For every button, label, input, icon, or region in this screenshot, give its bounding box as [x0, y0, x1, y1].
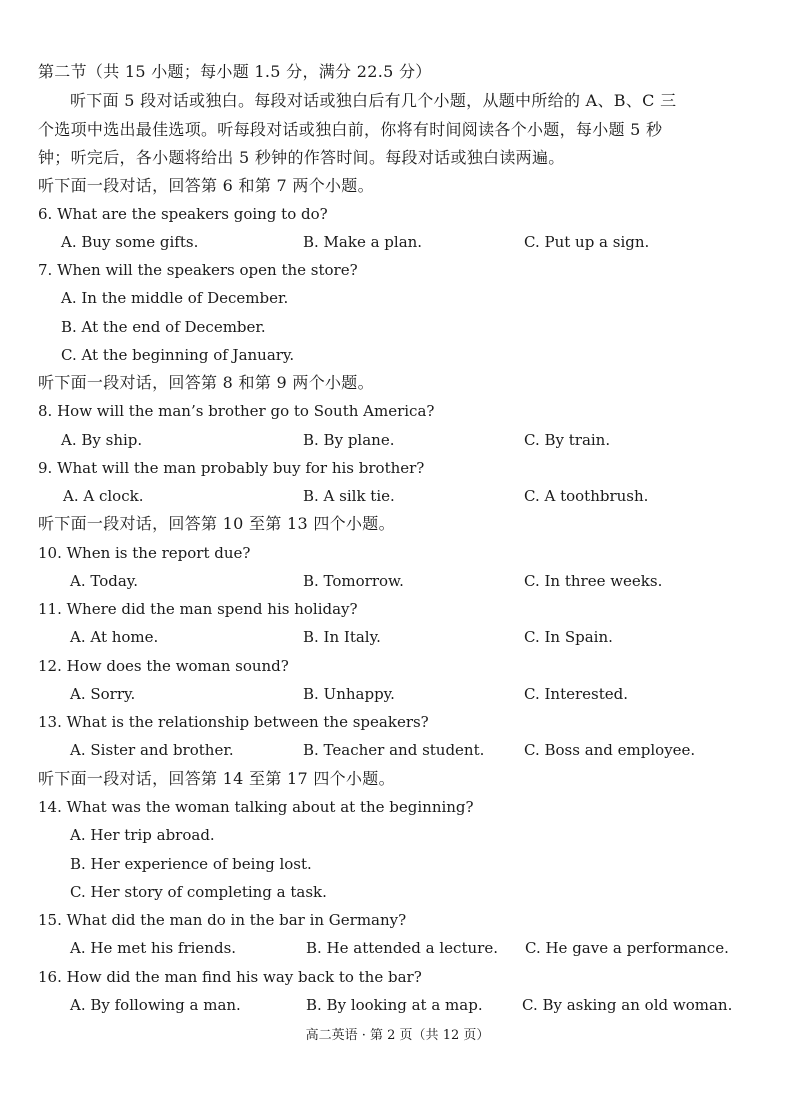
option-10b: B. Tomorrow.	[303, 572, 404, 590]
options-row-8	[0, 430, 795, 450]
group-intro-2: 听下面一段对话，回答第 8 和第 9 两个小题。	[38, 373, 374, 392]
question-14: 14. What was the woman talking about at the beginning?	[38, 798, 474, 816]
option-13c: C. Boss and employee.	[524, 741, 696, 759]
option-10a: A. Today.	[70, 572, 139, 590]
options-row-10	[0, 571, 795, 591]
option-14a: A. Her trip abroad.	[70, 826, 215, 844]
group-intro-4: 听下面一段对话，回答第 14 至第 17 四个小题。	[38, 769, 395, 788]
group-intro-1: 听下面一段对话，回答第 6 和第 7 两个小题。	[38, 176, 374, 195]
option-6a: A. Buy some gifts.	[61, 233, 199, 251]
section-heading: 第二节（共 15 小题；每小题 1.5 分，满分 22.5 分）	[38, 62, 432, 81]
option-9c: C. A toothbrush.	[524, 487, 649, 505]
option-11a: A. At home.	[70, 628, 159, 646]
option-12b: B. Unhappy.	[303, 685, 395, 703]
option-13a: A. Sister and brother.	[70, 741, 234, 759]
option-11b: B. In Italy.	[303, 628, 381, 646]
option-7a: A. In the middle of December.	[61, 289, 289, 307]
option-15a: A. He met his friends.	[70, 939, 237, 957]
question-10: 10. When is the report due?	[38, 544, 251, 562]
option-8a: A. By ship.	[61, 431, 143, 449]
option-9a: A. A clock.	[63, 487, 144, 505]
instruction-line-2: 个选项中选出最佳选项。听每段对话或独白前，你将有时间阅读各个小题，每小题 5 秒	[38, 120, 663, 139]
option-9b: B. A silk tie.	[303, 487, 395, 505]
option-7c: C. At the beginning of January.	[61, 346, 295, 364]
option-13b: B. Teacher and student.	[303, 741, 485, 759]
options-row-6	[0, 232, 795, 252]
options-row-9	[0, 486, 795, 506]
option-10c: C. In three weeks.	[524, 572, 663, 590]
question-15: 15. What did the man do in the bar in Germany?	[38, 911, 407, 929]
question-7: 7. When will the speakers open the store?	[38, 261, 358, 279]
option-6c: C. Put up a sign.	[524, 233, 650, 251]
options-row-16	[0, 995, 795, 1015]
option-12a: A. Sorry.	[70, 685, 136, 703]
option-8b: B. By plane.	[303, 431, 395, 449]
question-9: 9. What will the man probably buy for his brother?	[38, 459, 425, 477]
instruction-line-3: 钟；听完后，各小题将给出 5 秒钟的作答时间。每段对话或独白读两遍。	[38, 148, 565, 167]
option-16c: C. By asking an old woman.	[522, 996, 733, 1014]
option-12c: C. Interested.	[524, 685, 628, 703]
instruction-line-1: 听下面 5 段对话或独白。每段对话或独白后有几个小题，从题中所给的 A、B、C 三	[70, 91, 677, 110]
option-11c: C. In Spain.	[524, 628, 613, 646]
options-row-15	[0, 938, 795, 958]
option-14c: C. Her story of completing a task.	[70, 883, 327, 901]
option-7b: B. At the end of December.	[61, 318, 266, 336]
option-6b: B. Make a plan.	[303, 233, 423, 251]
option-14b: B. Her experience of being lost.	[70, 855, 312, 873]
option-15c: C. He gave a performance.	[525, 939, 729, 957]
options-row-12	[0, 684, 795, 704]
page-footer: 高二英语 · 第 2 页（共 12 页）	[305, 1028, 490, 1043]
option-16a: A. By following a man.	[70, 996, 241, 1014]
question-11: 11. Where did the man spend his holiday?	[38, 600, 358, 618]
option-8c: C. By train.	[524, 431, 611, 449]
question-16: 16. How did the man find his way back to the bar?	[38, 968, 422, 986]
question-12: 12. How does the woman sound?	[38, 657, 289, 675]
option-15b: B. He attended a lecture.	[306, 939, 498, 957]
question-13: 13. What is the relationship between the speakers?	[38, 713, 429, 731]
options-row-13	[0, 740, 795, 760]
options-row-11	[0, 627, 795, 647]
option-16b: B. By looking at a map.	[306, 996, 483, 1014]
question-6: 6. What are the speakers going to do?	[38, 205, 328, 223]
group-intro-3: 听下面一段对话，回答第 10 至第 13 四个小题。	[38, 514, 395, 533]
question-8: 8. How will the man’s brother go to South America?	[38, 402, 435, 420]
